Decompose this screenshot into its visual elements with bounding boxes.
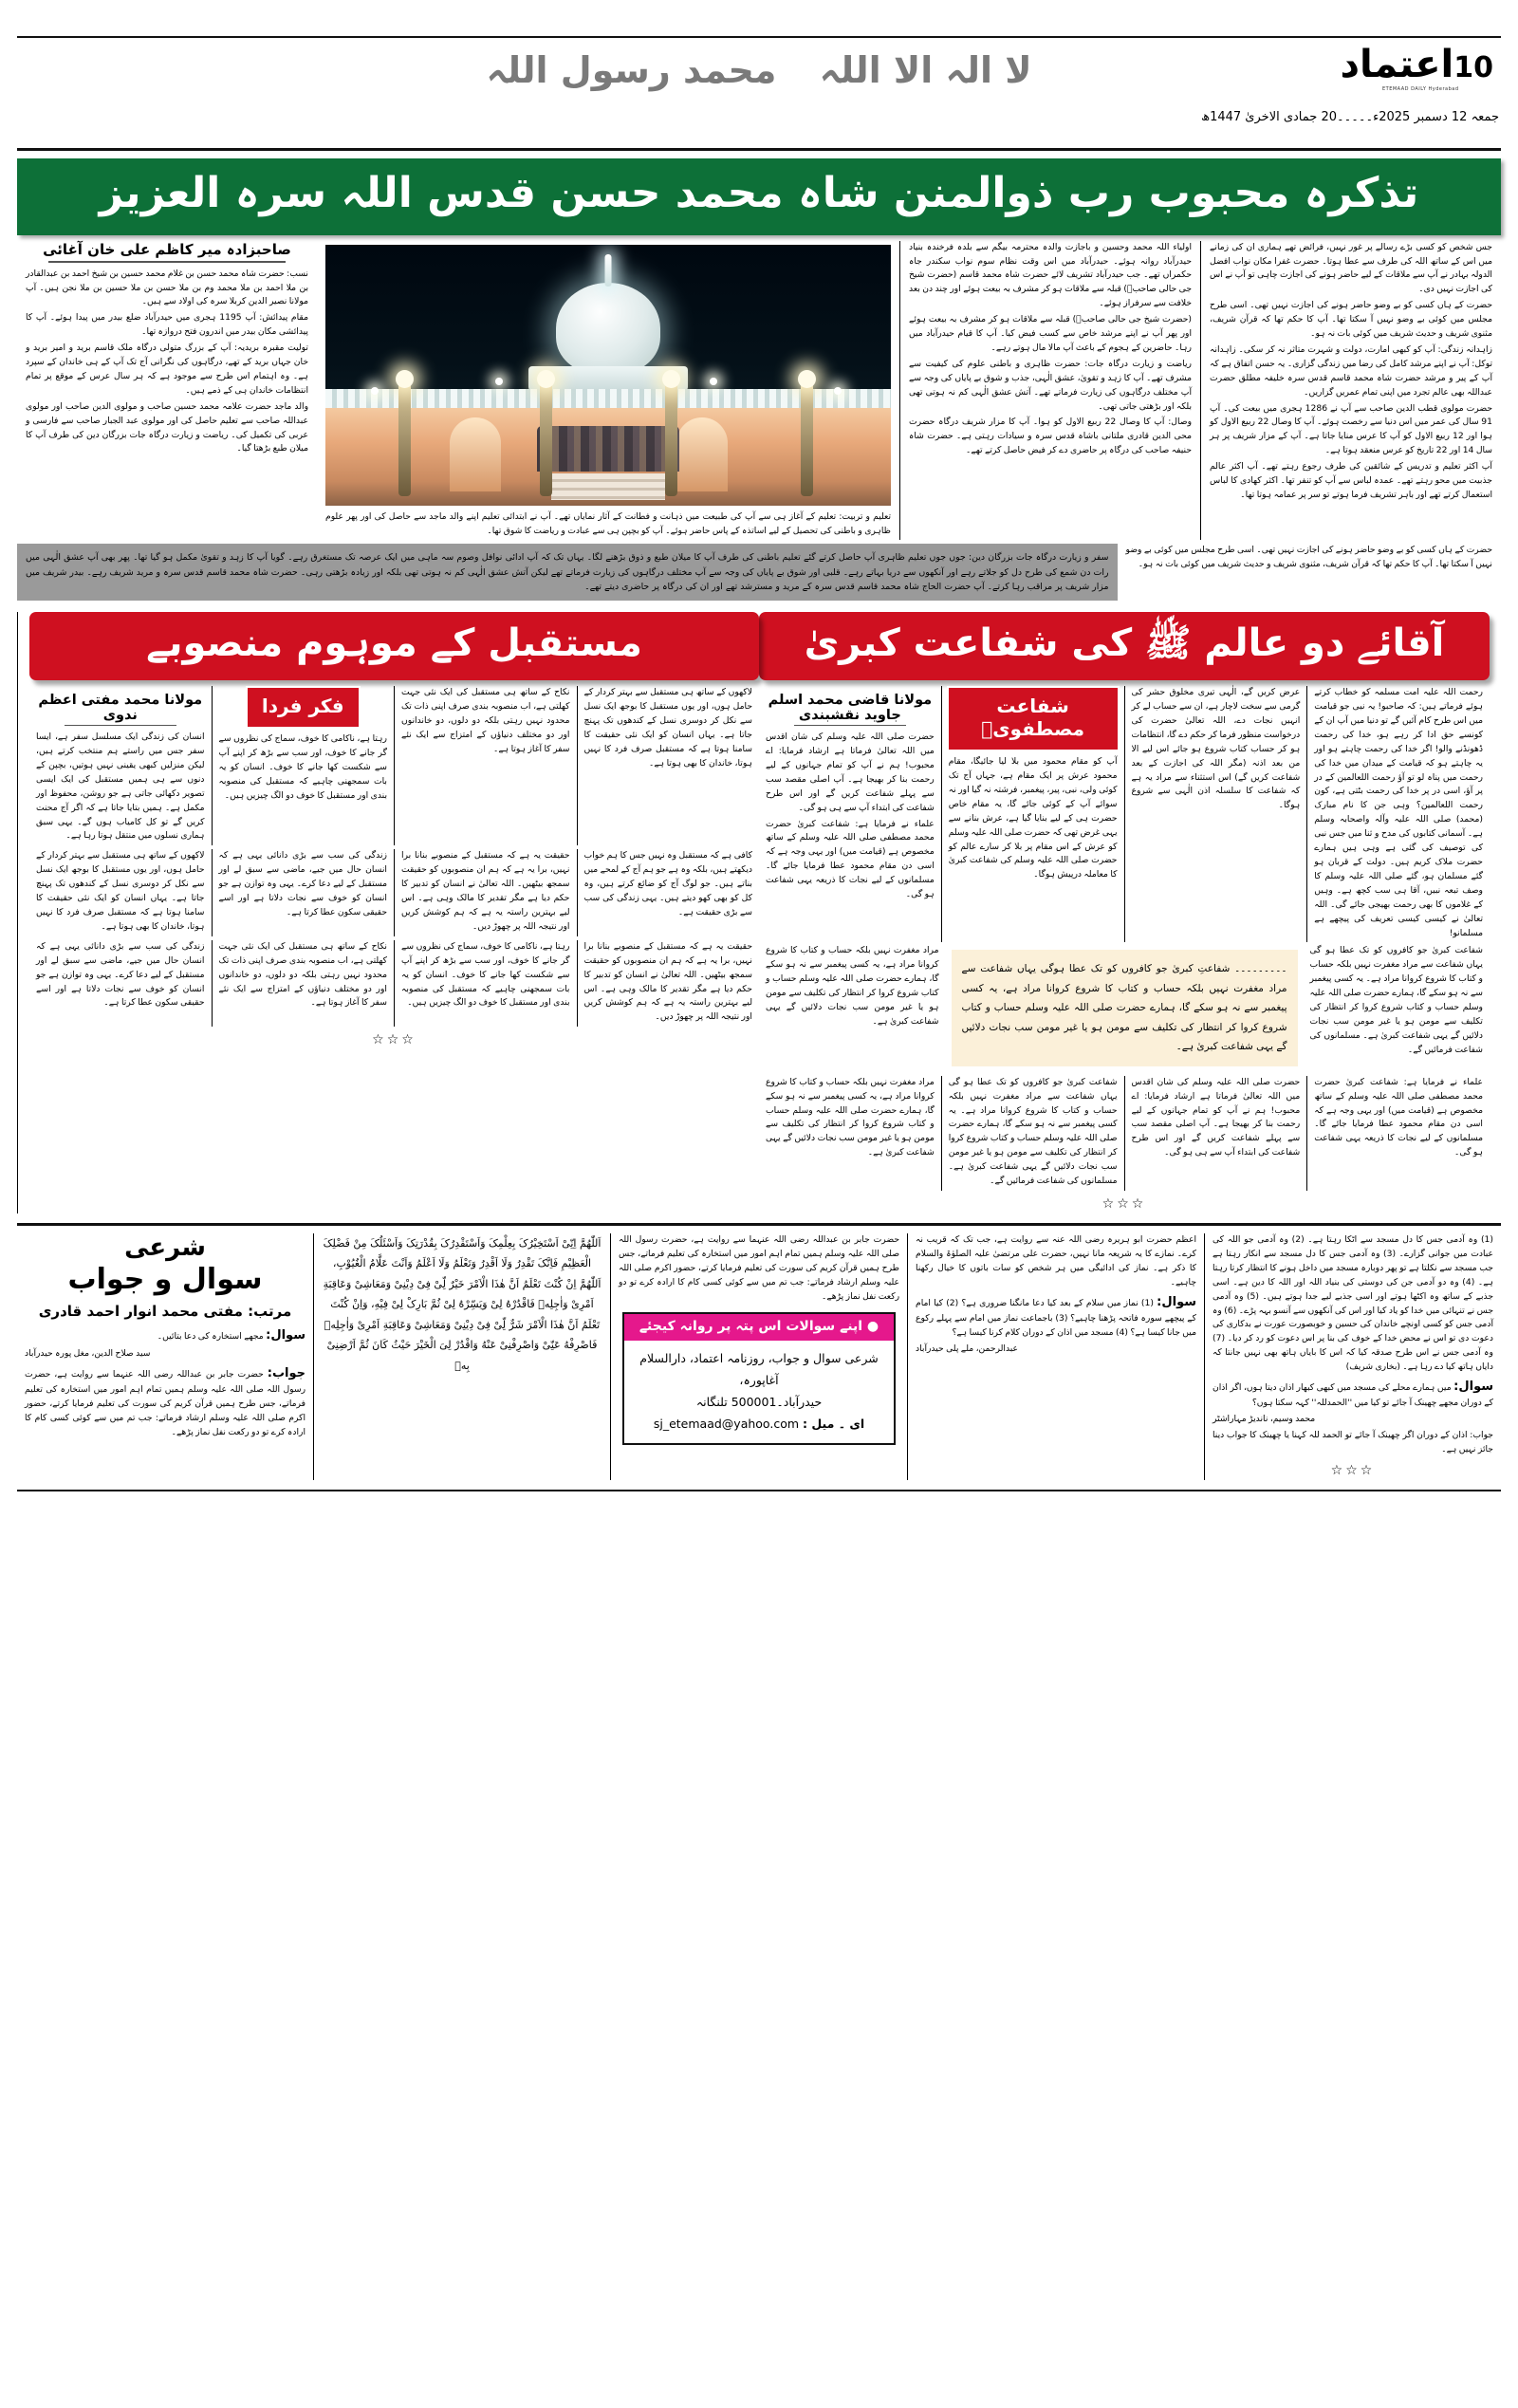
article-body — [1314, 686, 1483, 940]
top-article-photo-column — [317, 241, 899, 541]
question-label: سوال: — [1157, 1294, 1197, 1309]
publication-logo-subtitle: ETEMAAD DAILY Hyderabad — [1381, 86, 1459, 92]
question-block — [1213, 1377, 1493, 1411]
pullquote-wrapper — [946, 944, 1304, 1071]
paragraph: لاکھوں کے ساتھ ہی مستقبل سے بہتر کردار کے حامل ہوں، اور یوں مستقبل کا بوجھ ایک نسل سے نکل کر دوسری نسل کے کندھوں تک پہنچ جاتا ہے۔ یہاں انسان کو ایک نئی حقیقت کا سامنا ہوتا ہے کہ مستقبل صرف فرد کا نہیں ہوتا، خاندان کا بھی ہوتا ہے۔ — [583, 687, 752, 769]
article-mustaqbil-bottom-columns — [29, 940, 759, 1027]
qa-title-line-2: سوال و جواب — [67, 1262, 263, 1296]
paragraph: جس شخص کو کسی بڑے رسالے پر غور نہیں، فرائض تھے ہماری ان کی زمانے میں اس کے ساتھ اللہ کی طرف سے عطا ہوتا۔ حضرت غفرا مکان نواب افضل الدولہ بہادر نے آپ سے ملاقات کے لیے حاضر ہونے کی اجازت چاہی تو آپ نے اس کی اجازت نہیں دی۔ — [1210, 241, 1492, 295]
article-body — [584, 686, 753, 770]
column — [577, 940, 760, 1027]
question-signature: سید صلاح الدین، مغل پورہ حیدرآباد — [25, 1348, 151, 1360]
question-label: سوال: — [266, 1328, 305, 1343]
paragraph: زندگی کی سب سے بڑی دانائی یہی ہے کہ انسان حال میں جیے، ماضی سے سبق لے اور مستقبل کے لیے دعا کرے۔ یہی وہ توازن ہے جو انسان کو خوف سے نجات دلاتا ہے اور اسے حقیقی سکون عطا کرتا ہے۔ — [218, 850, 387, 917]
article-mustaqbil-end-stars: ☆☆☆ — [372, 1032, 417, 1048]
istikhara-dua-arabic: اَللّٰهُمَّ اِنِّیْ اَسْتَخِیْرُکَ بِعِلْمِکَ وَاَسْتَقْدِرُکَ بِقُدْرَتِکَ وَاَسْئَلُکَ مِنْ فَضْلِکَ الْعَظِیْمِ فَاِنَّکَ تَقْدِرُ وَلَا اَقْدِرُ وَتَعْلَمُ وَلَا اَعْلَمُ وَاَنْتَ عَلَّامُ الْغُیُوْبِ، اَللّٰهُمَّ اِنْ کُنْتَ تَعْلَمُ اَنَّ هٰذَا الْاَمْرَ خَیْرٌ لِّیْ فِیْ دِیْنِیْ وَمَعَاشِیْ وَعَاقِبَةِ اَمْرِیْ وَاٰجِلِهٖ فَاقْدُرْهُ لِیْ وَیَسِّرْهُ لِیْ ثُمَّ بَارِکْ لِیْ فِیْهِ، وَاِنْ کُنْتَ تَعْلَمُ اَنَّ هٰذَا الْاَمْرَ شَرٌّ لِّیْ فِیْ دِیْنِیْ وَمَعَاشِیْ وَعَاقِبَةِ اَمْرِیْ وَاٰجِلِهٖ فَاصْرِفْهُ عَنِّیْ وَاصْرِفْنِیْ عَنْهُ وَاقْدُرْ لِیَ الْخَیْرَ حَیْثُ کَانَ ثُمَّ اَرْضِنِیْ بِهٖ — [323, 1237, 602, 1372]
paragraph: تولیت مقبرہ بریدیہ: آپ کے بزرگ متولی درگاہ ملک قاسم برید و امیر برید و خان جہاں برید کے تھے، درگاہوں کی نگرانی آج تک آپ کے ہی خاندان کے سپرد ہے۔ وہ اہتمام اس طرح سے موجود ہے کہ ہر سال عرس کے موقع پر تمام انتظامات خاندان ہی کے ذمے ہیں۔ — [26, 343, 308, 396]
question-signature: محمد وسیم، ناندیڑ مہاراشٹر — [1213, 1414, 1316, 1425]
paragraph: (حضرت شیخ جی حالی صاحبؒ) قبلہ سے ملاقات ہو کر مشرف بہ بیعت ہوئے اور پھر آپ نے اپنے مرشد خاص سے کسب فیض کیا۔ آپ کا قیام حیدرآباد میں رہا۔ حاضرین کے ہجوم کے باعث آپ مالا مال ہوتے رہے۔ — [909, 314, 1192, 353]
article-body — [401, 686, 570, 757]
paragraph: نکاح کے ساتھ ہی مستقبل کی ایک نئی جہت کھلتی ہے، اب منصوبہ بندی صرف اپنی ذات تک محدود نہیں رہتی بلکہ دو دلوں، دو خاندانوں اور دو مختلف دنیاؤں کے امتزاج سے ایک نئے سفر کا آغاز ہوتا ہے۔ — [401, 687, 570, 754]
column — [394, 686, 577, 845]
question-text: میں ہمارے محلے کی مسجد میں کبھی کبھار اذان دیتا ہوں، اگر اذان کے دوران مجھے چھینک آ جائے تو کیا میں ''الحمدللہ'' کہہ سکتا ہوں؟ — [1213, 1382, 1493, 1409]
paragraph: حضرت صلی اللہ علیہ وسلم کی شان اقدس میں اللہ تعالیٰ فرماتا ہے ارشاد فرمایا: اے محبوب! ہم نے آپ کو تمام جہانوں کے لیے رحمت بنا کر بھیجا ہے۔ آپ اصلی مقصد سب سے پہلے شفاعت کریں گے اور اس طرح شفاعت کی ابتداء آپ سے ہی ہو گی۔ — [766, 732, 935, 813]
dargah-night-photo — [325, 245, 891, 506]
paragraph: نکاح کے ساتھ ہی مستقبل کی ایک نئی جہت کھلتی ہے، اب منصوبہ بندی صرف اپنی ذات تک محدود نہیں رہتی بلکہ دو دلوں، دو خاندانوں اور دو مختلف دنیاؤں کے امتزاج سے ایک نئے سفر کا آغاز ہوتا ہے۔ — [218, 940, 387, 1009]
qa-column-2 — [610, 1233, 907, 1480]
article-body — [325, 508, 891, 539]
photo-arch — [676, 417, 728, 491]
photo-lamp-post — [665, 382, 677, 496]
top-article-column-midleft — [899, 241, 1200, 541]
photo-crowd — [537, 426, 679, 472]
paragraph: رہتا ہے، ناکامی کا خوف، سماج کی نظروں سے گر جانے کا خوف، اور سب سے بڑھ کر اپنے آپ سے شکست کھا جانے کا خوف۔ انسان کو یہ بات سمجھنی چاہیے کہ مستقبل کی منصوبہ بندی اور مستقبل کا خوف دو الگ چیزیں ہیں۔ — [218, 733, 387, 801]
photo-caption-box: سفر و زیارت درگاہ جات بزرگان دین: جوں جوں تعلیم ظاہری آپ حاصل کرتے گئے تعلیم باطنی کی طرف آپ کا میلان طبع و ذوق بڑھنے لگا۔ یہاں تک کہ آپ ادائی نوافل وصوم سہ ماہی میں ایک عرصہ تک مستغرق رہے۔ گویا آپ کا زہد و تقویٰ مکمل ہو گیا تھا۔ پھر بھی آپ عشق الٰہی میں رات دن شمع کی طرح دل کو جلاتے رہے اور آنکھوں سے دریا بہاتے رہے۔ قلبی اور شوق بے پایاں کی وجہ سے آپ مختلف درگاہوں کی زیارت فرماتے تھے لیکن آتش عشق الٰہی کم نہ ہوتی تھی بلکہ اور زیادہ بڑھتی رہی۔ حضرت شاہ محمد قاسم قدس سرہ و مرید شریف رہے۔ بیدر شریف میں مزار شریف پر مراقب رہا کرتے۔ آپ حضرت الحاج شاہ محمد قاسم قدس سرہ کے مرید و مسترشد تھے اور ان کی درگاہ پر حاضری دیتے تھے۔ — [17, 544, 1118, 601]
column — [212, 686, 395, 845]
question-label: سوال: — [1453, 1380, 1494, 1395]
paragraph: علماء نے فرمایا ہے: شفاعت کبریٰ حضرت محمد مصطفی صلی اللہ علیہ وسلم کے ساتھ مخصوص ہے (قیامت میں) اور یہی وجہ ہے کہ اسی دن مقام محمود عطا فرمایا جائے گا۔ مسلمانوں کے لیے نجات کا ذریعہ یہی شفاعت ہو گی۔ — [1314, 1076, 1483, 1158]
top-article-column-right — [17, 241, 317, 541]
article-mustaqbil-top-columns — [29, 686, 759, 845]
qa-body — [916, 1233, 1196, 1356]
article-shafaat-bottom-columns — [759, 1076, 1490, 1191]
paragraph: علماء نے فرمایا ہے: شفاعت کبریٰ حضرت محمد مصطفی صلی اللہ علیہ وسلم کے ساتھ مخصوص ہے (قیامت میں) اور یہی وجہ ہے کہ اسی دن مقام محمود عطا فرمایا جائے گا۔ مسلمانوں کے لیے نجات کا ذریعہ یہی شفاعت ہو گی۔ — [766, 818, 935, 900]
gray-highlight-wrapper — [17, 544, 1118, 601]
paragraph: زاہدانہ زندگی: آپ کو کبھی امارت، دولت و شہرت متاثر نہ کر سکی۔ زاہدانہ توکل: آپ نے اپنے مرشد کامل کی رضا میں زندگی گزاری۔ یہ حسن اتفاق ہے کہ آپ کے پیر و مرشد حضرت شاہ محمد قاسم قدس سرہ خلیفہ مطلق حضرت عبداللہ بھی عالم تجرد میں اپنی تمام عمریں گزاریں۔ — [1210, 343, 1492, 398]
qa-body — [619, 1233, 899, 1305]
question-block — [916, 1292, 1196, 1341]
column — [212, 849, 395, 935]
paragraph: والد ماجد حضرت علامہ محمد حسین صاحب و مولوی الدین صاحب اور مولوی عبداللہ صاحب سے تعلیم حاصل کی اور مولوی عبد الجبار صاحب سے فارسی و عربی کی تکمیل کی۔ ریاضت و زیارت درگاہ جات بزرگان دین کی طرف آپ کا میلان طبع بڑھتا گیا۔ — [26, 400, 308, 454]
contact-box-body — [624, 1341, 894, 1444]
article-body — [1132, 686, 1301, 813]
column — [1306, 686, 1490, 942]
contact-box — [622, 1312, 896, 1446]
article-body — [26, 268, 308, 457]
article-mustaqbil-tag: فکر فردا — [248, 688, 359, 727]
column — [1124, 1076, 1307, 1191]
paragraph: وصال: آپ کا وصال 22 ربیع الاول کو ہوا۔ آپ کا مزار شریف درگاہ حضرت محی الدین قادری ملتانی باشاہ قدس سرہ و سیادات رہتی ہے۔ حضرت شاہ حنیفہ صاحب کی درگاہ پر حاضری دے کر فیض حاصل کرتے تھے۔ — [909, 417, 1193, 456]
question-text: (1) نماز میں سلام کے بعد کیا دعا مانگنا ضروری ہے؟ (2) کیا امام کے پیچھے سورہ فاتحہ پڑھنا چاہیے؟ (3) باجماعت نماز میں امام سے پہلے رکوع میں جانا کیسا ہے؟ (4) مسجد میں اذان کے دوران کلام کرنا کیسا ہے؟ — [916, 1297, 1196, 1338]
column — [1124, 686, 1307, 942]
article-shafaat-end-stars: ☆☆☆ — [1101, 1196, 1147, 1213]
contact-box-header: ● اپنے سوالات اس پتہ پر روانہ کیجئے — [624, 1314, 894, 1341]
contact-email-label: ای ۔ میل : — [803, 1416, 865, 1431]
paragraph: مقام پیدائش: آپ 1195 ہجری میں حیدرآباد ضلع بیدر میں پیدا ہوئے۔ آپ کا پیدائشی مکان بیدر میں اندرون فتح دروازہ تھا۔ — [26, 312, 308, 338]
newspaper-page — [0, 36, 1518, 2408]
article-body — [949, 755, 1118, 882]
qa-column-1 — [313, 1233, 610, 1480]
article-shafaat-tag: شفاعت مصطفویؐ — [949, 688, 1118, 750]
qa-body — [25, 1325, 305, 1440]
kalima-part-2: محمد رسول اللہ — [486, 49, 777, 91]
article-shafaat-byline: مولانا قاضی محمد اسلم جاوید نقشبندی — [768, 693, 933, 724]
top-article-byline: صاحبزادہ میر کاظم علی خان آغائی — [43, 240, 291, 258]
column — [212, 940, 395, 1027]
photo-arch — [450, 417, 501, 491]
photo-dome — [556, 283, 660, 374]
contact-email-value[interactable]: sj_etemaad@yahoo.com — [653, 1416, 800, 1431]
kalima-banner — [17, 49, 1501, 91]
question-block — [25, 1325, 305, 1345]
column — [1304, 944, 1490, 1071]
paragraph: مراد مغفرت نہیں بلکہ حساب و کتاب کا شروع کروانا مراد ہے، یہ کسی پیغمبر سے نہ ہو سکے گا، ہمارے حضرت صلی اللہ علیہ وسلم حساب و کتاب شروع کروا کر انتظار کی تکلیف سے مومن ہو یا غیر مومن سب نجات دلائیں گے یہی شفاعت کبریٰ ہے۔ — [766, 1076, 935, 1158]
column — [941, 686, 1124, 942]
photo-fairy-light — [710, 378, 717, 385]
question-text: مجھے استخارہ کی دعا بتائیں۔ — [157, 1331, 264, 1343]
paragraph: تعلیم و تربیت: تعلیم کے آغاز ہی سے آپ کی طبیعت میں ذہانت و فطانت کے آثار نمایاں تھے۔ آپ نے ابتدائی تعلیم اپنے والد ماجد سے حاصل کی اور پھر علوم ظاہری و باطنی کی تحصیل کے لیے اساتذہ کے پاس حاضر ہوئے۔ آپ کو بچپن ہی سے عبادت و ریاضت کا شوق تھا۔ — [325, 510, 891, 536]
photo-lamp-post — [801, 382, 813, 496]
byline-divider — [794, 725, 906, 726]
qa-end-stars: ☆☆☆ — [1330, 1462, 1376, 1478]
byline-divider — [65, 725, 176, 726]
article-shafaat-top-columns — [759, 686, 1490, 942]
paragraph: رحمت اللہ علیہ امت مسلمہ کو خطاب کرتے ہوئے فرماتے ہیں: کہ صاحبو! یہ نبی جو قیامت میں اس طرح کام آئیں گے تو دنیا میں آپ ان کے کونسے حق ادا کر رہے ہو، خدا کی رحمت ڈھونڈنے والو! اگر خدا کی رحمت چاہتے ہو اور یہ چاہتے ہو کہ قیامت کے میدان میں خدا کی رحمت میں پناہ لو تو آؤ رحمت اللعالمین کے در پر آؤ، اسی در پر خدا کی رحمت بٹتی ہے، کون رحمت اللعالمین؟ وہی جن کا نام مبارک (محمد) صلی اللہ علیہ وآلہ واصحابہ وسلم ہے۔ آسمانی کتابوں کی مدح و ثنا میں جس نبی کی توصیف کی گئی ہے وہی ہیں ہمارے حضرت ملاک کریم ہیں۔ دولت کے قربان ہو گئے مسلمان ہو، گئے صلی اللہ علیہ وسلم کا وصف تبعہ نبیں، آقا ہی سب کچھ ہے۔ وہیں کے غلاموں کا بھی رحمت بھیجی جائے گی۔ اللہ تعالیٰ نے کیسی کیسی تعریف کی پیچھے ہے مسلمانو! — [1314, 687, 1483, 938]
article-body — [766, 731, 935, 902]
paragraph: اعظم حضرت ابو ہریرہ رضی اللہ عنہ سے روایت ہے، جب تک کہ قریب نہ کرے۔ نمازے کا یہ شریعہ مانا نہیں، حضرت علی مرتضیٰ علیہ الصلوٰۃ والسلام کا ذکر ہے۔ نماز کی ادائیگی میں ہر شخص کو سات باتوں کا خیال رکھنا چاہیے۔ — [916, 1234, 1196, 1287]
paragraph: حضرت صلی اللہ علیہ وسلم کی شان اقدس میں اللہ تعالیٰ فرماتا ہے ارشاد فرمایا: اے محبوب! ہم نے آپ کو تمام جہانوں کے لیے رحمت بنا کر بھیجا ہے۔ آپ اصلی مقصد سب سے پہلے شفاعت کریں گے اور اس طرح شفاعت کی ابتداء آپ سے ہی ہو گی۔ — [1131, 1076, 1301, 1158]
answer-block — [25, 1363, 305, 1440]
qa-title — [25, 1233, 305, 1296]
contact-email-row — [632, 1413, 886, 1435]
page-bottom-rule — [17, 1490, 1501, 1491]
paragraph: آپ کو مقام محمود میں بلا لیا جائیگا، مقام محمود عرش پر ایک مقام ہے، جہاں آج تک کوئی ولی، نبی، پیر، پیغمبر، فرشتہ نہ گیا اور نہ سوائے آپ کے کوئی جائے گا، یہ مقام خاص حضرت ہی کے لیے بنایا گیا ہے، عرش بنانے سے یہی غرض تھی کہ حضرت صلی اللہ علیہ وسلم کو عرش کے اس مقام پر بلا کر سارے عالم کو حضرت صلی اللہ علیہ وسلم کی شفاعت کبریٰ کا معاملہ درپیش ہوگا۔ — [948, 756, 1118, 880]
column — [577, 686, 760, 845]
article-body — [1210, 241, 1492, 503]
article-mustaqbil-tag-wrap — [219, 688, 388, 727]
paragraph: مراد مغفرت نہیں بلکہ حساب و کتاب کا شروع کروانا مراد ہے، یہ کسی پیغمبر سے نہ ہو سکے گا، ہمارے حضرت صلی اللہ علیہ وسلم حساب و کتاب شروع کروا کر انتظار کی تکلیف سے مومن ہو یا غیر مومن سب نجات دلائیں گے یہی شفاعت کبریٰ ہے۔ — [766, 945, 939, 1027]
column — [759, 686, 941, 942]
paragraph: ریاضت و زیارت درگاہ جات: حضرت ظاہری و باطنی علوم کی کیفیت سے مشرف تھے۔ آپ کا زہد و تقویٰ، عشق الٰہی، جذب و شوق بے پایاں کی وجہ سے آپ مختلف درگاہوں کی زیارت فرماتے تھے۔ آتش عشق الٰہی کم نہ ہوتی تھی بلکہ اور بڑھتی جاتی تھی۔ — [909, 358, 1192, 412]
question-signature: عبدالرحمن، ملے پلی حیدرآباد — [916, 1343, 1019, 1354]
masthead — [17, 36, 1501, 151]
article-body — [909, 241, 1192, 459]
paragraph: اولیاء اللہ محمد وحسین و باجازت والدہ محترمہ بیگم سے بلدہ فرخندہ بنیاد حیدرآباد روانہ ہوئے۔ حیدرآباد میں اس وقت نظام سوم نواب سکندر جاہ حکمراں تھے۔ جب حیدرآباد تشریف لائے حضرت شاہ محمد قاسم (حضرت شیخ جی حالی صاحبؒ) قبلہ سے ملاقات ہو کر مشرف بہ بیعت ہوئے اور چند دن بعد خلافت سے سرفراز ہوئے۔ — [909, 241, 1192, 309]
paragraph: شفاعت کبریٰ جو کافروں کو تک عطا ہو گی یہاں شفاعت سے مراد مغفرت نہیں بلکہ حساب و کتاب کا شروع کروانا مراد ہے۔ یہ کسی پیغمبر سے نہ ہو سکے گا، ہمارے حضرت صلی اللہ علیہ وسلم حساب و کتاب شروع کروا کر انتظار کی تکلیف سے مومن ہو یا غیر مومن سب نجات دلائیں گے یہی شفاعت کبریٰ ہے۔ مسلمانوں کی شفاعت فرمائیں گے۔ — [948, 1076, 1118, 1187]
publication-logo: اعتماد — [1340, 43, 1454, 86]
article-mustaqbil — [17, 612, 759, 1213]
masthead-top-rule — [17, 36, 1501, 38]
article-mustaqbil-mid-columns — [29, 849, 759, 935]
column — [577, 849, 760, 935]
photo-lamp-post — [398, 382, 411, 496]
paragraph: شفاعت کبریٰ جو کافروں کو تک عطا ہو گی یہاں شفاعت سے مراد مغفرت نہیں بلکہ حساب و کتاب کا شروع کروانا مراد ہے۔ یہ کسی پیغمبر سے نہ ہو سکے گا، ہمارے حضرت صلی اللہ علیہ وسلم حساب و کتاب شروع کروا کر انتظار کی تکلیف سے مومن ہو یا غیر مومن سب نجات دلائیں گے یہی شفاعت کبریٰ ہے۔ مسلمانوں کی شفاعت فرمائیں گے۔ — [1309, 945, 1483, 1055]
paragraph: حقیقت یہ ہے کہ مستقبل کے منصوبے بنانا برا نہیں، برا یہ ہے کہ ہم ان منصوبوں کو حقیقت سمجھ بیٹھیں۔ اللہ تعالیٰ نے انسان کو تدبیر کا حکم دیا ہے مگر تقدیر کا مالک وہی ہے۔ اس لیے بہترین راستہ یہ ہے کہ ہم کوشش کریں اور نتیجہ اللہ پر چھوڑ دیں۔ — [401, 850, 570, 932]
article-shafaat-tag-wrap — [949, 688, 1118, 750]
photo-steps — [551, 473, 665, 500]
column — [29, 849, 212, 935]
top-article — [17, 241, 1501, 602]
paragraph: عرض کریں گے، الٰہی تیری مخلوق حشر کی گرمی سے سخت لاچار ہے، ان سے حساب لے کر انہیں نجات دے، اللہ تعالیٰ حضرت کی درخواست منظور فرما کر حکم دے گا، انتظامات ہو کر حساب کتاب شروع ہو جائے اس لیے الا من بعد اذنہ (مگر اللہ کی اجازت کے بعد شفاعت کریں گے) اس استثناء سے مراد یہ ہے کہ شفاعت کا سلسلہ اذن الٰہی سے شروع ہوگا۔ — [1131, 687, 1301, 811]
article-mustaqbil-byline: مولانا محمد مفتی اعظم ندوی — [38, 693, 203, 724]
paragraph: حضرت مولوی قطب الدین صاحب سے آپ نے 1286 ہجری میں بیعت کی۔ آپ 91 سال کی عمر میں اس دنیا سے رخصت ہوئے۔ آپ کا وصال 22 ربیع الاول کو ہوا اور 12 ربیع الاول کو آپ کا عرس منایا جاتا ہے۔ آپ کے مزار شریف پر ہر سال 14 اور 22 تاریخ کو عرس منعقد ہوتا ہے۔ — [1210, 402, 1492, 456]
paragraph: حضرت جابر بن عبداللہ رضی اللہ عنہما سے روایت ہے، حضرت رسول اللہ صلی اللہ علیہ وسلم ہمیں تمام اہم امور میں استخارہ کی تعلیم فرماتے، جس طرح ہمیں قرآن کریم کی سورت کی تعلیم فرمایا کرتے، حضور اکرم صلی اللہ علیہ وسلم ارشاد فرماتے: جب تم میں سے کوئی کسی کام کا ارادہ کرے تو دو رکعت نفل نماز پڑھے۔ — [619, 1234, 899, 1302]
top-article-column-left — [1200, 241, 1501, 541]
qa-column-4 — [1204, 1233, 1501, 1480]
column — [29, 686, 212, 845]
paragraph: آپ اکثر تعلیم و تدریس کے شائقین کی طرف رجوع رہتے تھے۔ آپ اکثر عالم جذبیت میں محو رہتے تھے۔ عمدہ لباس سے آپ کو تنفر تھا۔ اکثر کھادی کا لباس استعمال کرتے تھے اور باہر تشریف فرما ہوتے تو سر پر عمامہ ہوتا تھا۔ — [1210, 461, 1492, 500]
qa-title-line-1: شرعی — [124, 1233, 206, 1263]
paragraph: حضرت کے ہاں کسی کو بے وضو حاضر ہونے کی اجازت نہیں تھی۔ اسی طرح مجلس میں کوئی بے وضو نہیں آ سکتا تھا۔ آپ کا حکم تھا کہ قرآن شریف، مثنوی شریف و حدیث شریف میں کوئی بات نہ ہو۔ — [1125, 545, 1492, 570]
top-article-headline: تذکرہ محبوب رب ذوالمنن شاہ محمد حسن قدس اللہ سرہ العزیز — [17, 158, 1501, 235]
paragraph: حقیقت یہ ہے کہ مستقبل کے منصوبے بنانا برا نہیں، برا یہ ہے کہ ہم ان منصوبوں کو حقیقت سمجھ بیٹھیں۔ اللہ تعالیٰ نے انسان کو تدبیر کا حکم دیا ہے مگر تقدیر کا مالک وہی ہے۔ اس لیے بہترین راستہ یہ ہے کہ ہم کوشش کریں اور نتیجہ اللہ پر چھوڑ دیں۔ — [583, 940, 752, 1023]
top-article-tail-left — [1118, 544, 1502, 601]
article-body — [219, 732, 388, 804]
mid-section — [17, 612, 1501, 1213]
column — [394, 849, 577, 935]
article-mustaqbil-banner: مستقبل کے موہوم منصوبے — [29, 612, 759, 680]
contact-address-line-2: حیدرآباد۔500001 تلنگانہ — [695, 1394, 823, 1409]
answer-label: جواب: — [267, 1366, 305, 1381]
page-number: 10 — [1453, 51, 1493, 84]
column — [1306, 1076, 1490, 1191]
photo-lamp-post — [540, 382, 552, 496]
paragraph: زندگی کی سب سے بڑی دانائی یہی ہے کہ انسان حال میں جیے، ماضی سے سبق لے اور مستقبل کے لیے دعا کرے۔ یہی وہ توازن ہے جو انسان کو خوف سے نجات دلاتا ہے اور اسے حقیقی سکون عطا کرتا ہے۔ — [36, 940, 205, 1009]
column — [394, 940, 577, 1027]
paragraph: انسان کی زندگی ایک مسلسل سفر ہے، ایسا سفر جس میں راستے ہم منتخب کرتے ہیں، لیکن منزلیں کبھی یقینی نہیں ہوتیں، بچپن کے دنوں سے ہی ہمیں مستقبل کی ایک ایسی تصویر دکھائی جاتی ہے جو روشن، محفوظ اور مکمل ہے۔ ہمیں بتایا جاتا ہے کہ اگر آج محنت کریں گے تو کل کامیاب ہوں گے۔ یہی سبق ہماری نسلوں میں منتقل ہوتا رہا ہے۔ — [36, 732, 205, 842]
answer-text: حضرت جابر بن عبداللہ رضی اللہ عنہما سے روایت ہے، حضرت رسول اللہ صلی اللہ علیہ وسلم ہمیں تمام اہم امور میں استخارہ کی تعلیم فرماتے، جس طرح ہمیں قرآن کریم کی سورت کی تعلیم فرمایا کرتے، حضور اکرم صلی اللہ علیہ وسلم ارشاد فرماتے: جب تم میں سے کوئی کسی کام کا ارادہ کرے تو دو رکعت نفل نماز پڑھے۔ — [25, 1369, 305, 1437]
contact-address-line-1: شرعی سوال و جواب، روزنامہ اعتماد، دارالسلام آغاپورہ، — [639, 1350, 879, 1387]
column — [29, 940, 212, 1027]
photo-fairy-light — [371, 387, 379, 395]
article-shafaat-pullquote: ۔۔۔۔۔۔۔۔۔ شفاعتِ کبریٰ جو کافروں کو تک عطا ہوگی یہاں شفاعت سے مراد مغفرت نہیں بلکہ حساب و کتاب کا شروع کروانا مراد ہے، یہ کسی پیغمبر سے نہ ہو سکے گا، ہمارے حضرت صلی اللہ علیہ وسلم حساب و کتاب شروع کروا کر انتظار کی تکلیف سے مومن ہو یا غیر مومن سب نجات دلائیں گے یہی شفاعت کبریٰ ہے۔ — [952, 950, 1298, 1065]
paragraph: (1) وہ آدمی جس کا دل مسجد سے اٹکا رہتا ہے۔ (2) وہ آدمی جو اللہ کی عبادت میں جوانی گزارے۔ (3) وہ آدمی جس کا دل مسجد سے انکار رہتا ہے جب مسجد سے نکلتا ہے تو پھر دوبارہ مسجد میں داخل ہونے کا انتظار کرتا رہتا ہے۔ (4) وہ دو آدمی جن کی دوستی کی بنیاد اللہ اور اللہ کا دین ہے۔ اسی جذبے کے ساتھ وہ اکٹھا ہوتے اور اسی جذبے لیے جدا ہوتے ہیں۔ (5) وہ آدمی جس نے تنہائی میں خدا کو یاد کیا اور اس کی آنکھوں سے آنسو بہہ پڑے۔ (6) وہ آدمی جس کو کسی اونچے خاندان کی حسین و خوبصورت عورت نے بدکاری کی دعوت دی تو اس نے محض خدا کے خوف کی بنا پر اس دعوت کو رد کر دیا۔ (7) وہ آدمی جس نے اس طرح صدقہ کیا کہ اس کا بایاں ہاتھ بھی نہیں جانتا کہ دایاں ہاتھ کیا دے رہا ہے۔ (بخاری شریف) — [1213, 1234, 1494, 1373]
photo-fairy-light — [495, 378, 503, 385]
column — [941, 1076, 1124, 1191]
paragraph: جواب: اذان کے دوران اگر چھینک آ جائے تو الحمد للہ کہنا یا چھینک کا جواب دینا جائز نہیں ہے۔ — [1213, 1429, 1493, 1454]
qa-body — [1213, 1233, 1493, 1457]
column — [759, 944, 946, 1071]
column — [759, 1076, 941, 1191]
paragraph: کافی ہے کہ مستقبل وہ نہیں جس کا ہم خواب دیکھتے ہیں، بلکہ وہ ہے جو ہم آج کے لمحے میں بناتے ہیں۔ جو لوگ آج کو ضائع کرتے ہیں، وہ کل کو بھی کھو دیتے ہیں۔ یہی زندگی کی سب سے بڑی حقیقت ہے۔ — [583, 850, 752, 917]
qa-title-column — [17, 1233, 313, 1480]
paragraph: رہتا ہے، ناکامی کا خوف، سماج کی نظروں سے گر جانے کا خوف، اور سب سے بڑھ کر اپنے آپ سے شکست کھا جانے کا خوف۔ انسان کو یہ بات سمجھنی چاہیے کہ مستقبل کی منصوبہ بندی اور مستقبل کا خوف دو الگ چیزیں ہیں۔ — [401, 940, 570, 1009]
paragraph: نسب: حضرت شاہ محمد حسن بن غلام محمد حسین بن شیخ احمد بن عبدالقادر بن ملا احمد بن ملا محمد وم بن ملا حسن بن ملا حسین بن ملا نجن ہیں۔ آپ مولانا نصیر الدین کربلا سرہ کی اولاد سے ہیں۔ — [26, 268, 308, 307]
article-shafaat — [759, 612, 1501, 1213]
article-body — [36, 731, 205, 843]
qa-column-3 — [907, 1233, 1204, 1480]
qa-section — [17, 1223, 1501, 1491]
paragraph: حضرت کے ہاں کسی کو بے وضو حاضر ہونے کی اجازت نہیں تھی۔ اسی طرح مجلس میں کوئی بے وضو نہیں آ سکتا تھا۔ آپ کا حکم تھا کہ قرآن شریف، مثنوی شریف و حدیث شریف میں کوئی بات نہ ہو۔ — [1210, 300, 1492, 340]
paragraph: لاکھوں کے ساتھ ہی مستقبل سے بہتر کردار کے حامل ہوں، اور یوں مستقبل کا بوجھ ایک نسل سے نکل کر دوسری نسل کے کندھوں تک پہنچ جاتا ہے۔ یہاں انسان کو ایک نئی حقیقت کا سامنا ہوتا ہے کہ مستقبل صرف فرد کا نہیں ہوتا، خاندان کا بھی ہوتا ہے۔ — [36, 850, 205, 932]
photo-fairy-light — [834, 387, 842, 395]
kalima-part-1: لا الہ الا اللہ — [819, 49, 1032, 91]
top-article-columns — [17, 241, 1501, 541]
issue-date: جمعہ 12 دسمبر 2025ء۔۔۔۔۔20 جمادی الاخریٰ 1447ھ — [1201, 110, 1499, 124]
article-shafaat-banner: آقائے دو عالم ﷺ کی شفاعت کبریٰ — [759, 612, 1490, 680]
qa-compiler: مرتب: مفتی محمد انوار احمد قادری — [38, 1303, 292, 1321]
byline-divider — [48, 261, 286, 263]
